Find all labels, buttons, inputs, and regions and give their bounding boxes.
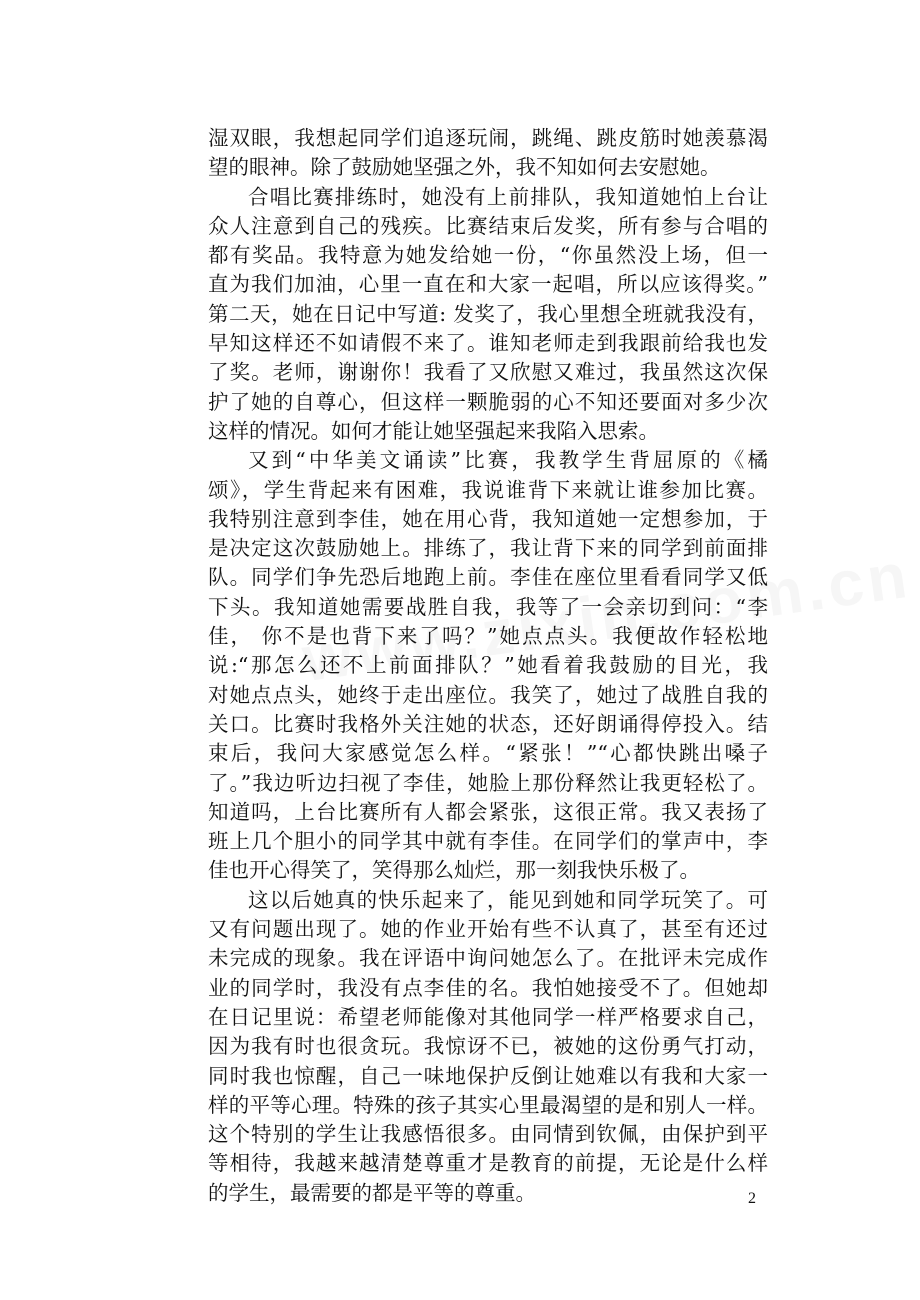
text-line: 这个特别的学生让我感悟很多。由同情到钦佩，由保护到平 [208,1122,768,1147]
text-line: 的学生，最需要的都是平等的尊重。 [208,1180,536,1205]
text-line: 是决定这次鼓励她上。排练了，我让背下来的同学到前面排 [208,536,768,561]
text-line: 同时我也惊醒，自己一味地保护反倒让她难以有我和大家一 [208,1063,768,1088]
text-line: 佳也开心得笑了，笑得那么灿烂，那一刻我快乐极了。 [208,858,700,883]
text-line: 望的眼神。除了鼓励她坚强之外，我不知如何去安慰她。 [208,155,721,180]
text-line: 众人注意到自己的残疾。比赛结束后发奖，所有参与合唱的 [208,213,768,238]
paragraph-start-line: 合唱比赛排练时，她没有上前排队，我知道她怕上台让 [248,184,768,209]
text-line: 第二天，她在日记中写道: 发奖了，我心里想全班就我没有， [208,301,768,326]
text-line: 因为我有时也很贪玩。我惊讶不已，被她的这份勇气打动， [208,1034,768,1059]
text-line: 束后，我问大家感觉怎么样。“紧张！”“心都快跳出嗓子 [208,741,768,766]
text-line: 班上几个胆小的同学其中就有李佳。在同学们的掌声中，李 [208,829,768,854]
text-line: 关口。比赛时我格外关注她的状态，还好朗诵得停投入。结 [208,711,768,736]
paragraph-start-line: 又到“中华美文诵读”比赛，我教学生背屈原的《橘 [248,448,768,473]
page-number: 2 [748,1190,756,1207]
text-line: 我特别注意到李佳，她在用心背，我知道她一定想参加，于 [208,506,768,531]
text-line: 了。”我边听边扫视了李佳，她脸上那份释然让我更轻松了。 [208,770,768,795]
text-line: 对她点点头，她终于走出座位。我笑了，她过了战胜自我的 [208,682,768,707]
text-line: 知道吗，上台比赛所有人都会紧张，这很正常。我又表扬了 [208,799,768,824]
text-line: 佳， 你不是也背下来了吗？”她点点头。我便故作轻松地 [208,624,768,649]
text-line: 说:“那怎么还不上前面排队？”她看着我鼓励的目光，我 [208,653,768,678]
text-line: 直为我们加油，心里一直在和大家一起唱，所以应该得奖。” [208,272,768,297]
text-line: 又有问题出现了。她的作业开始有些不认真了，甚至有还过 [208,917,768,942]
text-line: 早知这样还不如请假不来了。谁知老师走到我跟前给我也发 [208,331,768,356]
text-line: 了奖。老师，谢谢你！我看了又欣慰又难过，我虽然这次保 [208,360,768,385]
text-line: 业的同学时，我没有点李佳的名。我怕她接受不了。但她却 [208,975,768,1000]
text-line: 湿双眼，我想起同学们追逐玩闹，跳绳、跳皮筋时她羡慕渴 [208,126,768,150]
text-line: 样的平等心理。特殊的孩子其实心里最渴望的是和别人一样。 [208,1092,768,1117]
text-line: 等相待，我越来越清楚尊重才是教育的前提，无论是什么样 [208,1151,768,1176]
text-line: 队。同学们争先恐后地跑上前。李佳在座位里看看同学又低 [208,565,768,590]
text-line: 护了她的自尊心，但这样一颗脆弱的心不知还要面对多少次 [208,389,768,414]
paragraph-start-line: 这以后她真的快乐起来了，能见到她和同学玩笑了。可 [248,887,768,912]
text-line: 未完成的现象。我在评语中询问她怎么了。在批评未完成作 [208,946,768,971]
text-line: 颂》，学生背起来有困难，我说谁背下来就让谁参加比赛。 [208,477,768,502]
body-text [208,124,768,1208]
text-line: 在日记里说：希望老师能像对其他同学一样严格要求自己， [208,1004,768,1029]
text-line: 下头。我知道她需要战胜自我，我等了一会亲切到问：“李 [208,594,768,619]
text-line: 都有奖品。我特意为她发给她一份，“你虽然没上场，但一 [208,243,768,268]
text-line: 这样的情况。如何才能让她坚强起来我陷入思索。 [208,418,659,443]
